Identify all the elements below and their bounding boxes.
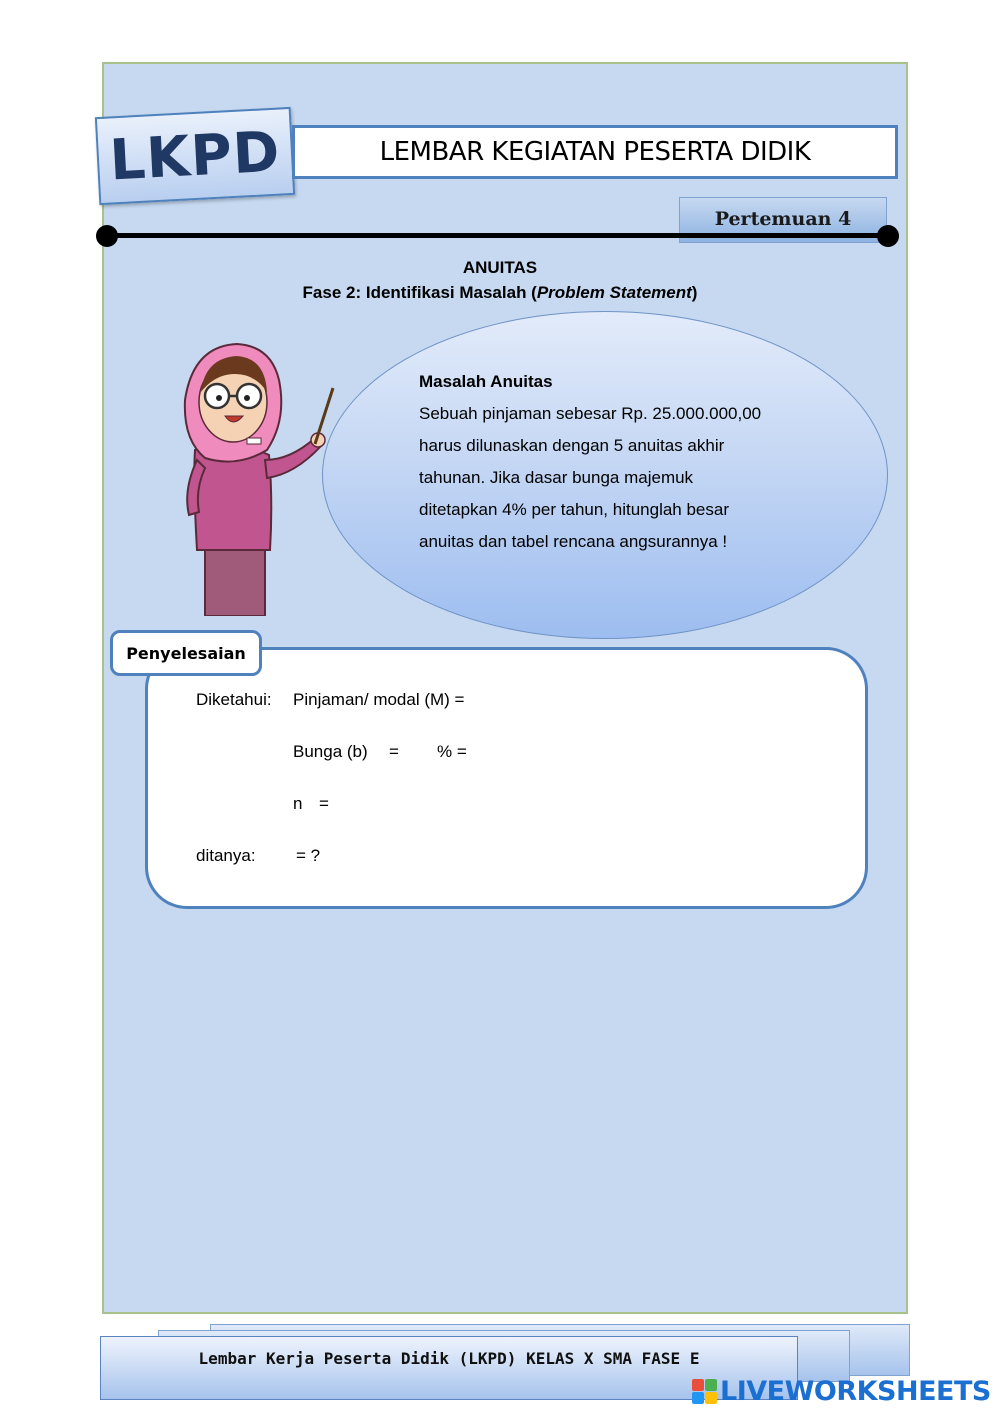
asked-equals: = ? [296, 846, 321, 865]
loan-label: Pinjaman/ modal (M) = [293, 690, 465, 709]
teacher-illustration [175, 340, 345, 616]
n-label: n [293, 794, 303, 813]
brand-text: LIVEWORKSHEETS [720, 1375, 991, 1407]
footer-text: Lembar Kerja Peserta Didik (LKPD) KELAS X SMA FASE E [198, 1349, 700, 1368]
liveworksheets-brand[interactable] [692, 1376, 991, 1406]
interest-label: Bunga (b) [293, 742, 368, 761]
divider-left-dot [96, 225, 118, 247]
asked-label: ditanya: [196, 846, 256, 865]
lkpd-logo-box [95, 107, 295, 205]
phase-prefix: Fase 2: Identifikasi Masalah ( [302, 283, 537, 302]
phase-suffix: ) [691, 283, 698, 302]
phase-heading [0, 283, 1000, 303]
problem-line: ditetapkan 4% per tahun, hitunglah besar [419, 500, 730, 519]
divider-right-dot [877, 225, 899, 247]
problem-line: tahunan. Jika dasar bunga majemuk [419, 468, 694, 487]
problem-line: anuitas dan tabel rencana angsurannya ! [419, 532, 728, 551]
problem-line: Sebuah pinjaman sebesar Rp. 25.000.000,00 [419, 404, 762, 423]
problem-title: Masalah Anuitas [419, 372, 553, 391]
problem-statement [419, 366, 819, 558]
lkpd-logo-text: LKPD [108, 119, 282, 193]
topic-heading: ANUITAS [462, 258, 538, 277]
interest-percent: % = [437, 742, 467, 761]
page-title: LEMBAR KEGIATAN PESERTA DIDIK [379, 137, 811, 167]
phase-italic: Problem Statement [536, 283, 692, 302]
n-equals: = [319, 794, 329, 813]
liveworksheets-logo-icon [692, 1379, 717, 1404]
interest-equals: = [389, 742, 399, 761]
known-label: Diketahui: [196, 690, 272, 709]
header-divider [106, 233, 888, 238]
title-box [292, 125, 898, 179]
problem-line: harus dilunaskan dengan 5 anuitas akhir [419, 436, 725, 455]
solution-box [145, 647, 868, 909]
solution-label: Penyelesaian [110, 630, 262, 676]
meeting-label: Pertemuan 4 [714, 208, 852, 230]
